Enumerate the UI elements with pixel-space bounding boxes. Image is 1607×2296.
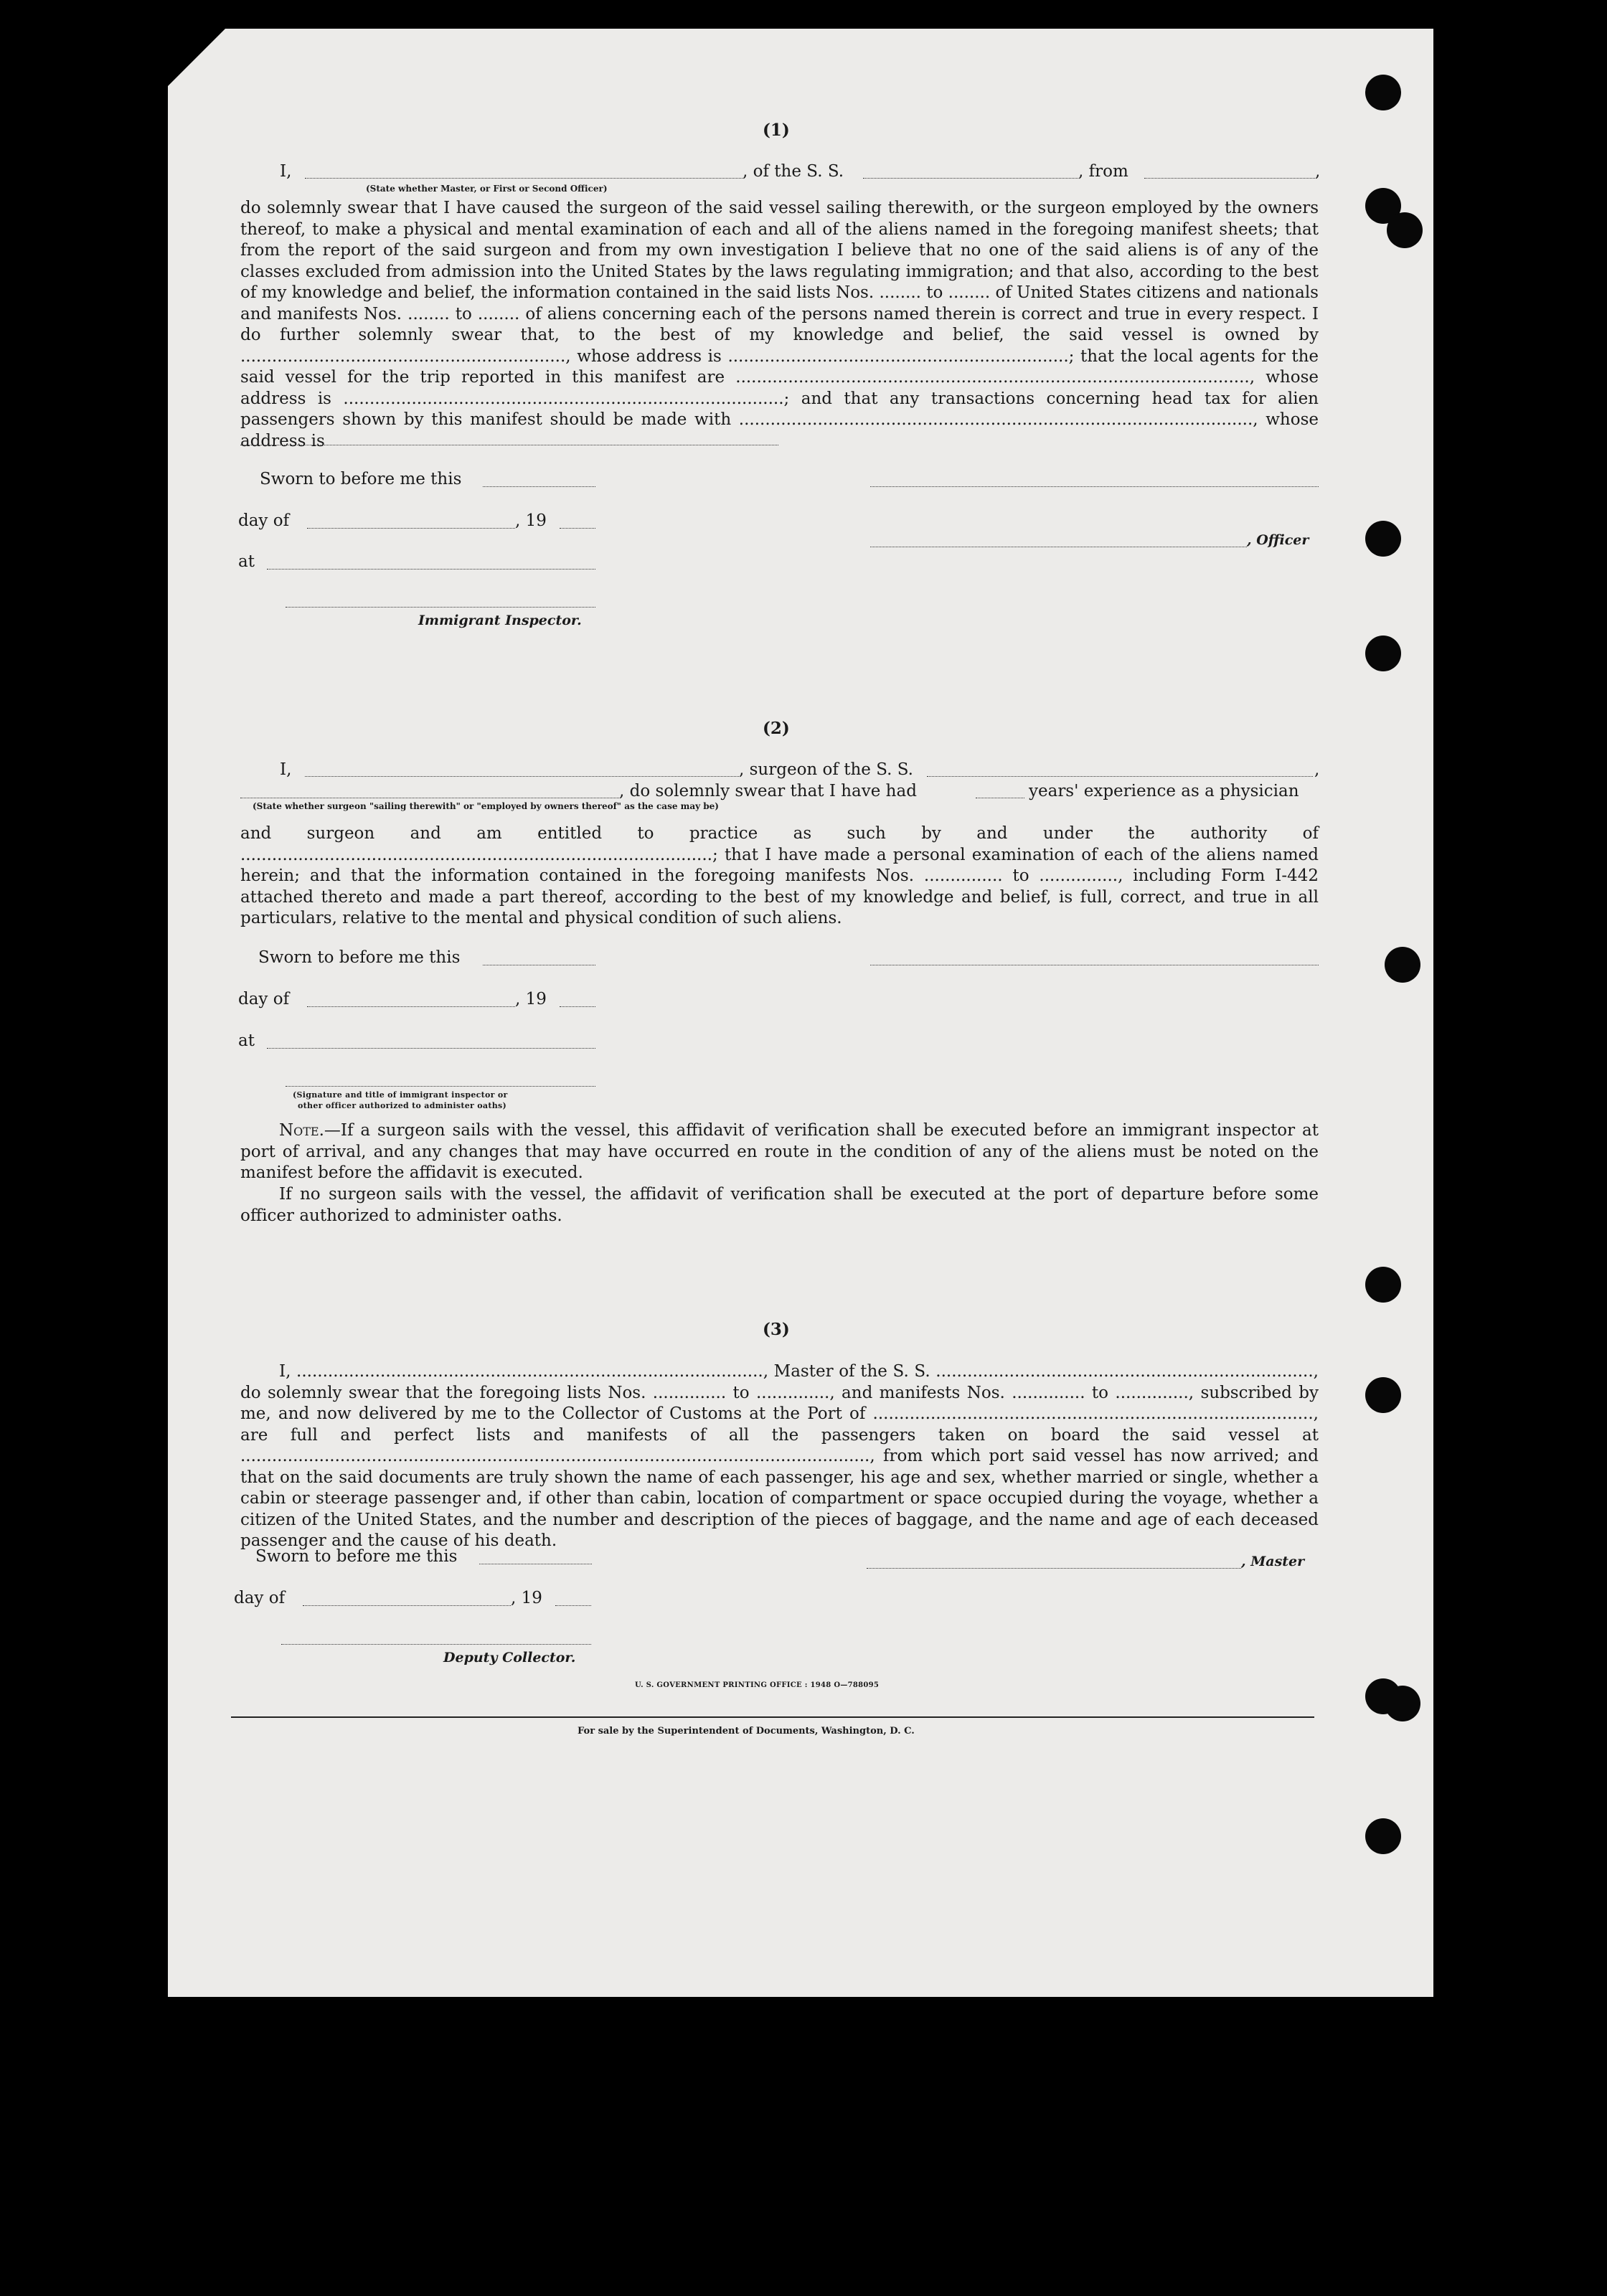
section-1-number: (1): [763, 121, 790, 140]
s2-at-label: at: [238, 1031, 255, 1050]
s1-vessel-name-field[interactable]: [863, 178, 1078, 179]
binder-hole: [1385, 947, 1420, 983]
binder-hole: [1385, 1686, 1420, 1721]
s1-officer-rank-field[interactable]: [305, 178, 743, 179]
binder-hole: [1365, 1818, 1401, 1854]
s2-signature-note-2: other officer authorized to administer oaths): [298, 1101, 507, 1110]
s1-year-label: , 19: [515, 511, 547, 530]
s3-oath-paragraph: I, ........................................................................................., Master of the S. S. ........................................................................, do solemnly swear that the foregoing lists Nos. .............. to .............., and manifests Nos. .............. to .............., subscribed by me, and now delivered by me to the Collector of Customs at the Port of ...................................................................................., are full and perfect lists and manifests of all the passengers taken on board the said vessel at ........................................................................................................................, from which port said vessel has now arrived; and that on the said documents are truly shown the name of each passenger, his age and sex, whether married or single, whether a cabin or steerage passenger and, if other than cabin, location of compartment or space occupied during the voyage, whether a citizen of the United States, and the number and description of the pieces of baggage, and the name and age of each deceased passenger and the cause of his death.: [240, 1362, 1319, 1550]
s1-day-of-label: day of: [238, 511, 290, 530]
s3-month-field[interactable]: [303, 1605, 511, 1606]
s2-year-field[interactable]: [560, 1006, 595, 1007]
s3-master-label: , Master: [1241, 1554, 1305, 1569]
s1-month-field[interactable]: [307, 528, 515, 529]
s1-year-field[interactable]: [560, 528, 595, 529]
binder-hole: [1365, 1377, 1401, 1413]
s2-day-of-label: day of: [238, 990, 290, 1008]
binder-hole: [1365, 521, 1401, 557]
s3-year-field[interactable]: [555, 1605, 591, 1606]
s2-i-label: I,: [280, 760, 292, 779]
s3-year-label: , 19: [511, 1589, 542, 1607]
s2-oath-paragraph: and surgeon and am entitled to practice as such by and under the authority of ..........................................................................................; that I have made a personal examination of each of the aliens named herein; and that the information contained in the foregoing manifests Nos. ............... to ..............., including Form I-442 attached thereto and made a part thereof, according to the best of my knowledge and belief, is full, correct, and true in all particulars, relative to the mental and physical condition of such aliens.: [240, 824, 1319, 927]
binder-hole: [1365, 75, 1401, 110]
s2-at-place-field[interactable]: [267, 1048, 595, 1049]
sale-notice: For sale by the Superintendent of Documents, Washington, D. C.: [578, 1726, 915, 1737]
s1-at-place-field[interactable]: [267, 569, 595, 570]
footer-rule: [231, 1716, 1314, 1718]
s2-vessel-name-field[interactable]: [927, 776, 1313, 777]
s1-sworn-date-field[interactable]: [483, 486, 595, 487]
s1-oath-paragraph: do solemnly swear that I have caused the surgeon of the said vessel sailing therewith, or the surgeon employed by the owners thereof, to make a physical and mental examination of each and all of the aliens named in the foregoing manifest sheets; that from the report of the said surgeon and from my own investigation I believe that no one of the said aliens is of any of the classes excluded from admission into the United States by the laws regulating immigration; and that also, according to the best of my knowledge and belief, the information contained in the said lists Nos. ........ to ........ of United States citizens and nationals and manifests Nos. ........ to ........ of aliens concerning each of the persons named therein is correct and true in every respect. I do further solemnly swear that, to the best of my knowledge and belief, the said vessel is owned by .............................................................., whose address is .................................................................; that the local agents for the said vessel for the trip reported in this manifest are .................................................................................................., whose address is ....................................................................................; and that any transactions concerning head tax for alien passengers shown by this manifest should be made with .................................................................................................., whose address is: [240, 199, 1319, 450]
s2-inspector-signature-line[interactable]: [286, 1086, 595, 1087]
s1-of-ss-label: , of the S. S.: [743, 162, 844, 181]
s3-deputy-label: Deputy Collector.: [443, 1650, 576, 1666]
s1-comma: ,: [1315, 162, 1321, 181]
binder-hole: [1365, 636, 1401, 671]
s2-status-note: (State whether surgeon "sailing therewith" or "employed by owners thereof" as the case may be): [253, 801, 719, 811]
s2-surgeon-name-field[interactable]: [305, 776, 739, 777]
s1-from-label: , from: [1078, 162, 1128, 181]
s2-surgeon-label: , surgeon of the S. S.: [739, 760, 913, 779]
binder-hole: [1365, 1267, 1401, 1303]
s1-officer-label: , Officer: [1247, 532, 1309, 548]
section-3-number: (3): [763, 1320, 790, 1339]
s2-comma: ,: [1314, 760, 1320, 779]
s3-master-signature-line[interactable]: [867, 1568, 1241, 1569]
gpo-imprint: U. S. GOVERNMENT PRINTING OFFICE : 1948 O—788095: [635, 1681, 880, 1689]
s2-month-field[interactable]: [307, 1006, 515, 1007]
s1-from-port-field[interactable]: [1144, 178, 1315, 179]
s2-note-paragraph: [240, 1120, 1319, 1184]
note-label: Note.: [279, 1121, 324, 1140]
section-2-number: (2): [763, 719, 790, 738]
s1-i-label: I,: [280, 162, 292, 181]
s2-oath-label: , do solemnly swear that I have had: [619, 782, 917, 800]
s2-year-label: , 19: [515, 990, 547, 1008]
note-text-1: —If a surgeon sails with the vessel, this affidavit of verification shall be executed before an immigrant inspector at port of arrival, and any changes that may have occurred en route in the condition of any of the aliens must be noted on the manifest before the affidavit is executed.: [240, 1121, 1319, 1182]
binder-hole: [1387, 212, 1423, 248]
s1-officer-signature-line[interactable]: [870, 486, 1319, 487]
s2-sworn-label: Sworn to before me this: [258, 948, 461, 967]
s2-signature-note-1: (Signature and title of immigrant inspector or: [293, 1090, 508, 1100]
s3-deputy-signature-line[interactable]: [281, 1644, 591, 1645]
s3-day-of-label: day of: [234, 1589, 286, 1607]
s1-rank-note: (State whether Master, or First or Second Officer): [366, 184, 608, 194]
s2-note-paragraph-2: If no surgeon sails with the vessel, the affidavit of verification shall be executed at the port of departure before some officer authorized to administer oaths.: [240, 1185, 1319, 1225]
s2-years-label: years' experience as a physician: [1029, 782, 1299, 800]
s1-at-label: at: [238, 552, 255, 571]
s1-inspector-label: Immigrant Inspector.: [418, 613, 582, 628]
s3-sworn-label: Sworn to before me this: [255, 1547, 458, 1566]
s1-inspector-signature-line[interactable]: [286, 607, 595, 608]
s1-sworn-label: Sworn to before me this: [260, 470, 462, 488]
